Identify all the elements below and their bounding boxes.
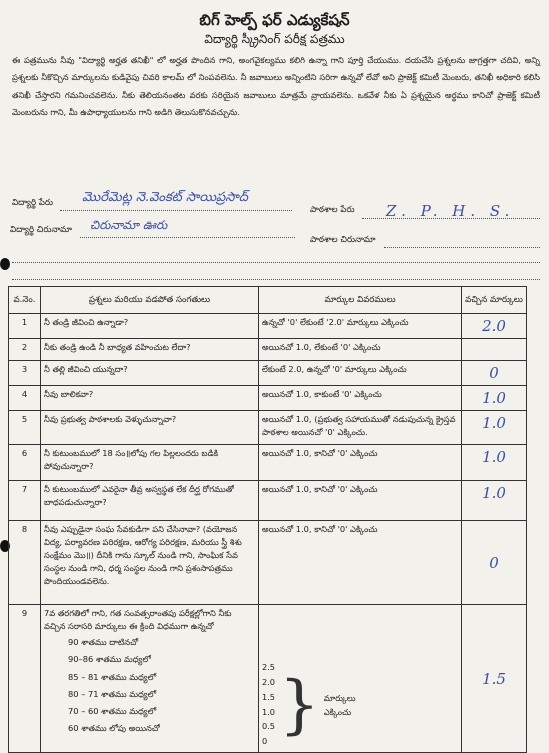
row-number: 1 bbox=[9, 314, 41, 339]
table-row bbox=[9, 314, 527, 339]
row-question: నీవు ప్రభుత్వ పాఠశాలకు వెళ్ళుచున్నావా? bbox=[41, 411, 259, 445]
student-address-line bbox=[80, 237, 295, 238]
row-mark[interactable] bbox=[462, 339, 527, 361]
row-details: అయినచో 1.0, (ప్రభుత్వ సహాయముతో నడుపుచున్న క్రైస్తవ పాఠశాల అయినచో '0' ఎక్కించు. bbox=[259, 411, 462, 445]
row-mark[interactable]: 1.0 bbox=[462, 386, 527, 411]
form-title: బిగ్ హెల్ప్ ఫర్ ఎడ్యుకేషన్ bbox=[199, 11, 350, 29]
grade-range: 85 – 81 శాతము మధ్యలో bbox=[68, 671, 157, 682]
row-details: అయినచో 1.0, లేకుంటే '0' ఎక్కించు bbox=[259, 339, 462, 361]
table-row bbox=[9, 361, 527, 386]
table-row bbox=[9, 386, 527, 411]
student-name-handwritten[interactable]: మొరేమెట్ల నె.వెంకట్ సాయిప్రసాద్ bbox=[82, 190, 248, 205]
form-subtitle: విద్యార్థి స్క్రీనింగ్ పరీక్ష పత్రము bbox=[204, 32, 345, 46]
row-question: నీ తండ్రి జీవించి ఉన్నాడా? bbox=[41, 314, 259, 339]
grade-range: 60 శాతము లోపు అయినచో bbox=[68, 723, 160, 734]
row-question: నీ తల్లి జీవించి యున్నదా? bbox=[41, 361, 259, 386]
table-row bbox=[9, 481, 527, 521]
student-name-line bbox=[60, 210, 292, 211]
table-row-grades bbox=[9, 605, 527, 753]
header-questions: ప్రశ్నలు మరియు వడపోత సంగతులు bbox=[41, 287, 259, 314]
row-details: అయినచో 1.0, కాకుంటే '0' ఎక్కించు bbox=[259, 386, 462, 411]
row-mark[interactable]: 1.0 bbox=[462, 445, 527, 481]
screening-questions-table bbox=[8, 286, 527, 753]
row-details: లేకుంటే 2.0, ఉన్నచో '0' మార్కులు ఎక్కించు bbox=[259, 361, 462, 386]
row-mark[interactable]: 1.0 bbox=[462, 481, 527, 521]
header-mark-details: మార్కుల వివరములు bbox=[259, 287, 462, 314]
scale-value: 1.0 bbox=[262, 706, 276, 717]
row-question-grades bbox=[41, 605, 259, 753]
scale-value: 2.0 bbox=[262, 677, 276, 688]
row-question: నీకు తండ్రి ఉండి నీ బాధ్యత వహించుట లేదా? bbox=[41, 339, 259, 361]
blank-line-1 bbox=[12, 262, 540, 263]
row-mark[interactable]: 1.5 bbox=[462, 605, 527, 753]
row-number: 7 bbox=[9, 481, 41, 521]
row-question: నీ కుటుంబములో 18 సం॥లోపు గల పిల్లలందరు బడికి పోవుచున్నారా? bbox=[41, 445, 259, 481]
row-mark[interactable]: 0 bbox=[462, 361, 527, 386]
table-row bbox=[9, 411, 527, 445]
grade-range: 70 – 60 శాతము మధ్యలో bbox=[68, 706, 157, 717]
row-details-grades bbox=[259, 605, 462, 753]
table-header-row bbox=[9, 287, 527, 314]
row-details: ఉన్నచో '0' లేకుంటే '2.0' మార్కులు ఎక్కించు bbox=[259, 314, 462, 339]
scale-values bbox=[262, 660, 275, 749]
scale-label: మార్కులు ఎక్కించు bbox=[323, 692, 356, 717]
row-details: అయినచో 1.0, కానిచో '0' ఎక్కించు bbox=[259, 445, 462, 481]
punch-hole-mark bbox=[0, 258, 10, 270]
scale-value: 0.5 bbox=[262, 721, 276, 732]
school-address-line bbox=[384, 247, 540, 248]
row-number: 4 bbox=[9, 386, 41, 411]
table-row bbox=[9, 339, 527, 361]
school-name-label: పాఠశాల పేరు bbox=[310, 205, 355, 215]
grade-range: 80 – 71 శాతము మధ్యలో bbox=[68, 688, 157, 699]
school-address-label: పాఠశాల చిరునామా bbox=[310, 235, 376, 245]
row-number: 5 bbox=[9, 411, 41, 445]
row-number: 6 bbox=[9, 445, 41, 481]
student-address-handwritten[interactable]: చిరునామా ఊరు bbox=[90, 218, 168, 232]
student-address-label: విద్యార్థి చిరునామా bbox=[10, 225, 72, 235]
scale-value: 1.5 bbox=[262, 691, 276, 702]
right-brace-icon: } bbox=[279, 667, 320, 742]
row-details: అయినచో 1.0, కానిచో '0' ఎక్కించు bbox=[259, 481, 462, 521]
row-number: 9 bbox=[9, 605, 41, 753]
row-mark[interactable]: 1.0 bbox=[462, 411, 527, 445]
header-marks-obtained: వచ్చిన మార్కులు bbox=[462, 287, 527, 314]
blank-line-2 bbox=[12, 279, 540, 280]
school-name-handwritten[interactable]: Z. P. H. S. bbox=[386, 202, 515, 220]
student-name-label: విద్యార్థి పేరు bbox=[12, 198, 53, 208]
row-number: 3 bbox=[9, 361, 41, 386]
scale-value: 0 bbox=[262, 736, 268, 747]
row-mark[interactable]: 2.0 bbox=[462, 314, 527, 339]
header-serial-no: వ.నెం. bbox=[9, 287, 41, 314]
table-row bbox=[9, 445, 527, 481]
row-question: నీవు బాలికవా? bbox=[41, 386, 259, 411]
row-question: నీవు ఎప్పుడైనా సంఘ సేవకుడిగా పని చేసినావా? (వయోజన విద్య, పర్యావరణ పరిరక్షణ, ఆరోగ్య పరిరక్షణ, మరియు స్త్రీ శిశు సంక్షేమం మొ॥) దీనికి గాను స్కూల్ నుండి గాని, సాంఘిక సేవ సంస్థల నుండి గాని, ధర్మ సంస్థల నుండి గాని ప్రశంసాపత్రము పొందియుండవలెను. bbox=[41, 521, 259, 605]
scale-value: 2.5 bbox=[262, 662, 276, 673]
row-question: నీ కుటుంబములో ఎవరైనా తీవ్ర అస్వస్థత లేక దీర్ఘ రోగముతో బాధపడుచున్నారా? bbox=[41, 481, 259, 521]
instructions-paragraph: ఈ పత్రమును నీవు "విద్యార్థి అర్హత తనిఖీ" లో అర్హత పొందిన గాని, అంగవైకల్యము కలిగి ఉన్నా గాని పూర్తి చేయుము. దయచేసి ప్రశ్నలను జాగ్రత్తగా చదివి, అన్ని ప్రశ్నలకు నీకొచ్చిన మార్కులను కుడివైపు చివరి కాలమ్ లో నింపవలెను. నీ జవాబులు అన్నింటిని సరిగా ఉన్నవో లేవో అని ప్రాజెక్ట్ కమిటీ మెంబరు, తనిఖీ అధికారి కలిసి తనిఖీ చేస్తారని గమనించవలెను. నీకు తెలియనంతట వరకు సరియైన జవాబులు మాత్రమే వ్రాయవలెను. ఒకవేళ నీకు ఏ ప్రశ్నయైన అర్థము కానిచో ప్రాజెక్ట్ కమిటీ మెంబరును గాని, మీ ఉపాధ్యాయులను గాని అడిగి తెలుసుకొనవచ్చును. bbox=[12, 55, 540, 117]
grade-range: 90 శాతము దాటినచో bbox=[68, 637, 139, 647]
grade-range: 90–86 శాతము మధ్యలో bbox=[68, 654, 151, 665]
row-details: అయినచో 1.0, కానిచో '0' ఎక్కించు bbox=[259, 521, 462, 605]
grade-scale bbox=[262, 660, 458, 749]
row-number: 8 bbox=[9, 521, 41, 605]
row-mark[interactable]: 0 bbox=[462, 521, 527, 605]
grades-question-text: 7వ తరగతిలో గాని, గత సంవత్సరాంతపు పరీక్షల్లోగాని నీకు వచ్చిన సరాసరి మార్కులు ఈ క్రింది విధముగా ఉన్నచో bbox=[44, 608, 232, 631]
table-row bbox=[9, 521, 527, 605]
row-number: 2 bbox=[9, 339, 41, 361]
